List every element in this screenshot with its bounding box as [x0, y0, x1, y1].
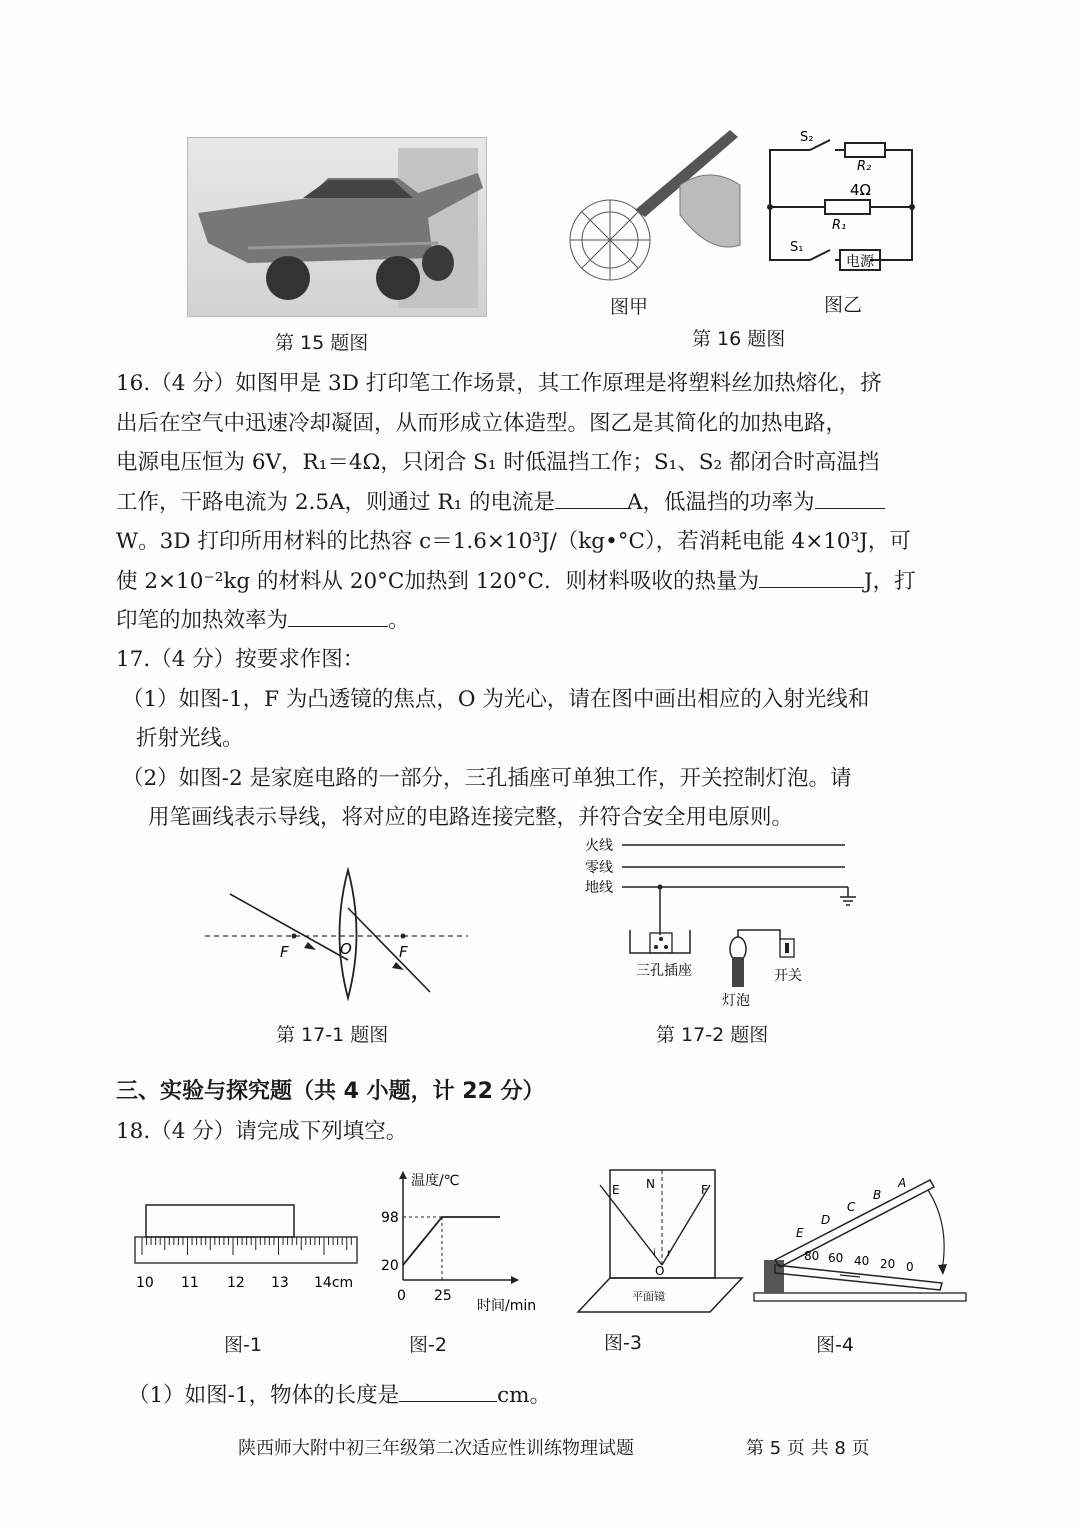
ruler-figure [130, 1195, 365, 1300]
mirror-e: E [612, 1183, 620, 1197]
incline-b: B [873, 1188, 882, 1202]
label-switch: 开关 [774, 968, 802, 984]
label-socket: 三孔插座 [636, 963, 692, 979]
label-neutral-wire: 零线 [585, 860, 613, 876]
footer-page: 第 5 页 共 8 页 [746, 1438, 870, 1459]
graph-y-20: 20 [381, 1258, 399, 1274]
lens-f-right: F [399, 943, 408, 961]
q18-title: 18.（4 分）请完成下列填空。 [116, 1119, 408, 1144]
flying-car-drawing [188, 138, 486, 316]
lens-o: O [340, 940, 352, 958]
q15-caption: 第 15 题图 [275, 332, 369, 354]
section-3-heading: 三、实验与探究题（共 4 小题，计 22 分） [116, 1079, 545, 1104]
mirror-f: F [701, 1183, 708, 1197]
answer-blank-low-power[interactable] [815, 486, 885, 509]
q16-line7: 印笔的加热效率为 。 [116, 601, 982, 641]
q16-line4: 工作，干路电流为 2.5A，则通过 R₁ 的电流是 A，低温挡的功率为 [116, 483, 982, 523]
q16-line5: W。3D 打印所用材料的比热容 c＝1.6×10³J/（kg•°C），若消耗电能 4×10³J，可 [116, 529, 911, 554]
mirror-r: r [667, 1248, 672, 1259]
label-s2: S₂ [800, 130, 814, 145]
q17-part1-a: （1）如图-1，F 为凸透镜的焦点，O 为光心，请在图中画出相应的入射光线和 [122, 686, 870, 712]
q17-text [116, 640, 982, 838]
incline-e: E [796, 1226, 804, 1240]
fig-4-label: 图-4 [816, 1334, 854, 1356]
q17-part2-b: 用笔画线表示导线，将对应的电路连接完整，并符合安全用电原则。 [148, 805, 794, 830]
home-circuit-figure [580, 835, 870, 1015]
graph-y-98: 98 [381, 1210, 399, 1226]
fig-3-label: 图-3 [604, 1332, 642, 1354]
plane-mirror-figure [570, 1160, 750, 1320]
mirror-label: 平面镜 [632, 1290, 665, 1303]
label-source: 电源 [846, 254, 874, 270]
fig-jia-label: 图甲 [610, 296, 649, 318]
incline-a: A [898, 1176, 907, 1190]
q16-caption: 第 16 题图 [692, 328, 786, 350]
incline-0: 0 [906, 1260, 914, 1274]
q16-line6: 使 2×10⁻²kg 的材料从 20°C加热到 120°C．则材料吸收的热量为 J，打 [116, 562, 982, 602]
ruler-tick-10: 10 [136, 1275, 154, 1291]
q16-text [116, 364, 982, 641]
ruler-tick-11: 11 [181, 1275, 199, 1291]
incline-20: 20 [880, 1257, 896, 1271]
q17-title: 17.（4 分）按要求作图： [116, 647, 365, 672]
fig-2-label: 图-2 [409, 1334, 447, 1356]
mirror-o: O [655, 1264, 665, 1278]
incline-60: 60 [828, 1251, 844, 1265]
mirror-n: N [646, 1177, 655, 1191]
fig-1-label: 图-1 [224, 1334, 262, 1356]
footer-title: 陕西师大附中初三年级第二次适应性训练物理试题 [238, 1438, 634, 1459]
heating-circuit [760, 125, 925, 275]
incline-figure [750, 1165, 970, 1305]
graph-x-0: 0 [397, 1288, 406, 1304]
convex-lens-figure [200, 862, 480, 1007]
q17-1-caption: 第 17-1 题图 [276, 1024, 389, 1046]
q16-line1: 16.（4 分）如图甲是 3D 打印笔工作场景，其工作原理是将塑料丝加热熔化，挤 [116, 371, 882, 396]
label-bulb: 灯泡 [722, 993, 750, 1009]
label-r2: R₂ [857, 159, 872, 174]
graph-xlabel: 时间/min [477, 1298, 537, 1314]
answer-blank-heat[interactable] [759, 565, 864, 588]
ruler-tick-12: 12 [227, 1275, 245, 1291]
ruler-tick-13: 13 [271, 1275, 289, 1291]
incline-c: C [847, 1200, 856, 1214]
q17-part1-b: 折射光线。 [136, 726, 244, 751]
incline-d: D [821, 1213, 831, 1227]
answer-blank-length[interactable] [399, 1379, 497, 1402]
q18-part1: （1）如图-1，物体的长度是 cm。 [128, 1378, 551, 1409]
incline-80: 80 [804, 1249, 820, 1263]
label-r1-value: 4Ω [850, 181, 872, 199]
q17-part2-a: （2）如图-2 是家庭电路的一部分，三孔插座可单独工作，开关控制灯泡。请 [122, 765, 852, 791]
label-s1: S₁ [790, 240, 804, 255]
ruler-tick-14: 14cm [314, 1275, 354, 1291]
q16-line2: 出后在空气中迅速冷却凝固，从而形成立体造型。图乙是其简化的加热电路， [116, 410, 848, 436]
graph-x-25: 25 [434, 1288, 452, 1304]
fig-yi-label: 图乙 [824, 294, 863, 316]
answer-blank-r1-current[interactable] [555, 486, 627, 509]
mirror-i: i [653, 1248, 656, 1259]
graph-ylabel: 温度/℃ [411, 1173, 460, 1189]
q17-2-caption: 第 17-2 题图 [656, 1024, 769, 1046]
label-live-wire: 火线 [585, 838, 613, 854]
label-r1: R₁ [832, 218, 847, 233]
lens-f-left: F [280, 943, 289, 961]
3d-pen-figure [560, 125, 745, 285]
incline-40: 40 [854, 1254, 870, 1268]
flying-car-photo [187, 137, 487, 317]
temperature-graph [375, 1165, 560, 1320]
label-ground-wire: 地线 [585, 880, 613, 896]
q16-line3: 电源电压恒为 6V，R₁＝4Ω，只闭合 S₁ 时低温挡工作；S₁、S₂ 都闭合时高温挡 [116, 450, 880, 475]
answer-blank-efficiency[interactable] [288, 604, 388, 627]
